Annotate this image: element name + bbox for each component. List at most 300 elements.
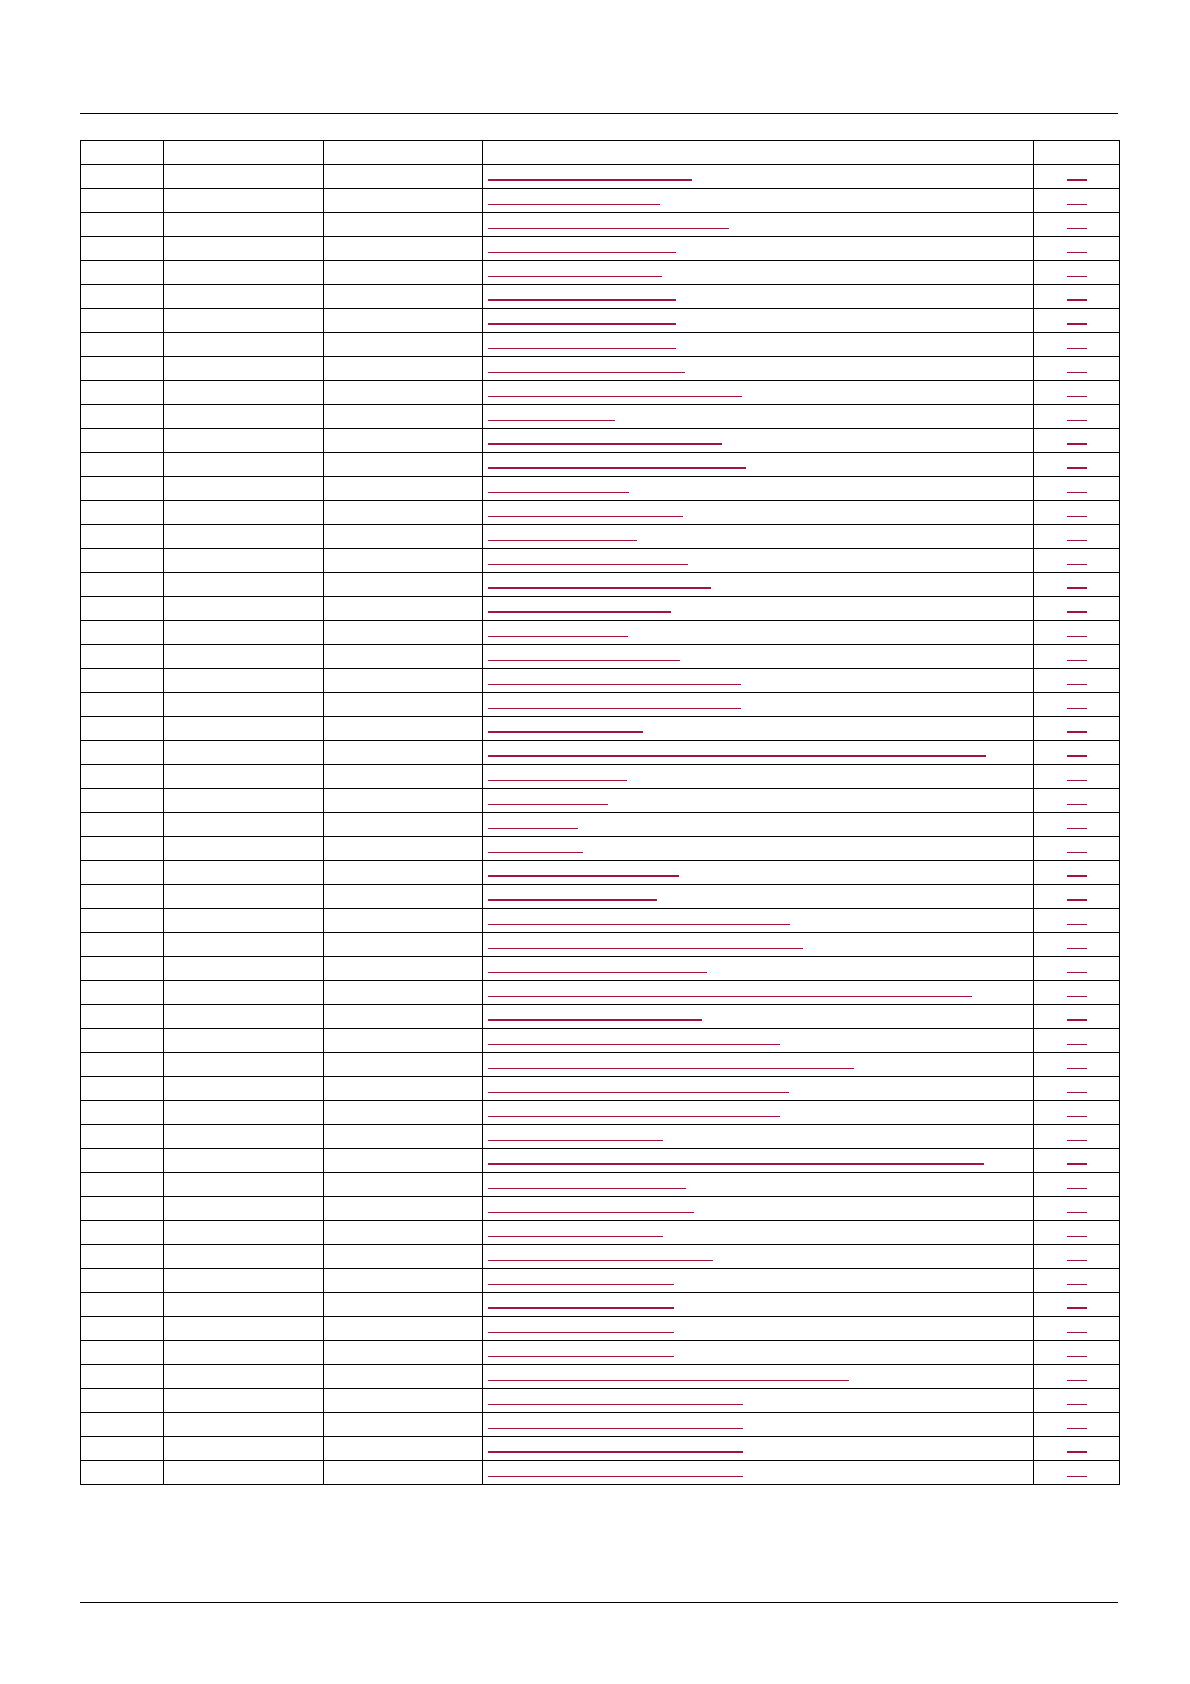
table-row xyxy=(81,621,1120,645)
entry-link[interactable] xyxy=(488,1428,743,1429)
table-cell xyxy=(81,381,164,405)
table-cell xyxy=(1034,1341,1120,1365)
page-link[interactable] xyxy=(1067,1356,1087,1357)
page-link[interactable] xyxy=(1067,1140,1087,1141)
page-link[interactable] xyxy=(1067,204,1087,205)
table-cell xyxy=(483,549,1034,573)
table-cell xyxy=(483,741,1034,765)
table-cell xyxy=(1034,861,1120,885)
entry-link[interactable] xyxy=(488,420,615,421)
table-cell xyxy=(324,309,483,333)
page-link[interactable] xyxy=(1067,1476,1087,1477)
table-cell xyxy=(164,1005,324,1029)
table-row xyxy=(81,741,1120,765)
page-link[interactable] xyxy=(1067,780,1087,781)
table-cell xyxy=(81,861,164,885)
table-cell xyxy=(483,1317,1034,1341)
table-cell xyxy=(324,1293,483,1317)
entry-link[interactable] xyxy=(488,804,608,805)
table-row xyxy=(81,597,1120,621)
table-cell xyxy=(483,309,1034,333)
table-cell xyxy=(81,453,164,477)
entry-link[interactable] xyxy=(488,1307,674,1309)
table-cell xyxy=(81,1029,164,1053)
entry-link[interactable] xyxy=(488,731,643,733)
page-link[interactable] xyxy=(1067,1019,1087,1021)
entry-link[interactable] xyxy=(488,1260,713,1261)
entry-link[interactable] xyxy=(488,852,583,853)
table-cell xyxy=(483,1029,1034,1053)
table-cell xyxy=(164,789,324,813)
page-link[interactable] xyxy=(1067,948,1087,949)
entry-link[interactable] xyxy=(488,611,671,613)
table-cell xyxy=(164,1245,324,1269)
entry-link[interactable] xyxy=(488,780,627,781)
table-cell xyxy=(1034,189,1120,213)
table-cell xyxy=(164,645,324,669)
entry-link[interactable] xyxy=(488,875,679,877)
table-cell xyxy=(1034,1365,1120,1389)
page-link[interactable] xyxy=(1067,611,1087,613)
table-row xyxy=(81,1293,1120,1317)
table-cell xyxy=(81,549,164,573)
page-link[interactable] xyxy=(1067,1380,1087,1381)
table-cell xyxy=(81,1317,164,1341)
table-cell xyxy=(81,1221,164,1245)
table-cell xyxy=(324,1437,483,1461)
table-cell xyxy=(324,957,483,981)
page-link[interactable] xyxy=(1067,1332,1087,1333)
table-row xyxy=(81,1005,1120,1029)
table-cell xyxy=(324,333,483,357)
table-cell xyxy=(81,1245,164,1269)
table-cell xyxy=(324,213,483,237)
page-link[interactable] xyxy=(1067,420,1087,421)
entry-link[interactable] xyxy=(488,443,722,445)
table-cell xyxy=(324,837,483,861)
table-cell xyxy=(81,669,164,693)
entry-link[interactable] xyxy=(488,1163,984,1165)
table-cell xyxy=(81,1125,164,1149)
page-link[interactable] xyxy=(1067,323,1087,325)
table-cell xyxy=(81,285,164,309)
page-link[interactable] xyxy=(1067,804,1087,805)
table-cell xyxy=(324,1197,483,1221)
table-cell xyxy=(1034,405,1120,429)
table-cell xyxy=(483,933,1034,957)
page-link[interactable] xyxy=(1067,228,1087,229)
page-link[interactable] xyxy=(1067,348,1087,349)
entry-link[interactable] xyxy=(488,684,741,685)
table-cell xyxy=(483,1173,1034,1197)
page-link[interactable] xyxy=(1067,1116,1087,1117)
page-link[interactable] xyxy=(1067,587,1087,589)
page-link[interactable] xyxy=(1067,564,1087,565)
page-link[interactable] xyxy=(1067,1451,1087,1453)
table-cell xyxy=(483,1461,1034,1485)
table-row xyxy=(81,981,1120,1005)
page-link[interactable] xyxy=(1067,636,1087,637)
table-cell xyxy=(483,261,1034,285)
page-link[interactable] xyxy=(1067,1236,1087,1237)
table-cell xyxy=(164,237,324,261)
table-cell xyxy=(1034,429,1120,453)
table-cell xyxy=(483,693,1034,717)
table-cell xyxy=(483,165,1034,189)
table-row xyxy=(81,717,1120,741)
table-cell xyxy=(483,1365,1034,1389)
entry-link[interactable] xyxy=(488,204,660,205)
table-cell xyxy=(324,1029,483,1053)
table-cell xyxy=(1034,765,1120,789)
entry-link[interactable] xyxy=(488,587,711,589)
table-cell xyxy=(1034,309,1120,333)
page-link[interactable] xyxy=(1067,684,1087,685)
table-cell xyxy=(324,813,483,837)
entry-link[interactable] xyxy=(488,660,680,661)
table-cell xyxy=(483,1053,1034,1077)
table-cell xyxy=(81,837,164,861)
page-link[interactable] xyxy=(1067,1092,1087,1093)
table-cell xyxy=(483,1293,1034,1317)
table-row xyxy=(81,189,1120,213)
table-cell xyxy=(483,957,1034,981)
page-link[interactable] xyxy=(1067,828,1087,829)
table-cell xyxy=(483,1125,1034,1149)
table-cell xyxy=(1034,237,1120,261)
table-row xyxy=(81,309,1120,333)
table-cell xyxy=(324,1317,483,1341)
page-link[interactable] xyxy=(1067,1212,1087,1213)
table-cell xyxy=(483,525,1034,549)
table-cell xyxy=(81,333,164,357)
table-cell xyxy=(164,933,324,957)
entry-link[interactable] xyxy=(488,540,637,541)
page-link[interactable] xyxy=(1067,1307,1087,1309)
entry-link[interactable] xyxy=(488,1188,686,1189)
page-link[interactable] xyxy=(1067,972,1087,973)
entry-link[interactable] xyxy=(488,1332,674,1333)
entry-link[interactable] xyxy=(488,708,741,709)
entry-link[interactable] xyxy=(488,1476,743,1477)
entry-link[interactable] xyxy=(488,972,707,973)
table-cell xyxy=(1034,1221,1120,1245)
entry-link[interactable] xyxy=(488,396,742,397)
table-row xyxy=(81,453,1120,477)
table-cell xyxy=(81,405,164,429)
table-cell xyxy=(324,405,483,429)
table-row xyxy=(81,1461,1120,1485)
table-cell xyxy=(483,861,1034,885)
table-cell xyxy=(164,909,324,933)
page-link[interactable] xyxy=(1067,443,1087,445)
table-row xyxy=(81,765,1120,789)
table-cell xyxy=(81,981,164,1005)
table-cell xyxy=(164,1461,324,1485)
page-link[interactable] xyxy=(1067,299,1087,301)
table-cell xyxy=(324,477,483,501)
table-cell xyxy=(1034,981,1120,1005)
table-cell xyxy=(81,645,164,669)
table-cell xyxy=(324,1221,483,1245)
table-cell xyxy=(81,909,164,933)
table-cell xyxy=(1034,1245,1120,1269)
page-link[interactable] xyxy=(1067,372,1087,373)
table-cell xyxy=(1034,453,1120,477)
table-cell xyxy=(324,1365,483,1389)
table-cell xyxy=(164,1365,324,1389)
entry-link[interactable] xyxy=(488,1380,849,1381)
page-link[interactable] xyxy=(1067,1428,1087,1429)
entry-link[interactable] xyxy=(488,276,662,277)
table-cell xyxy=(81,1197,164,1221)
table-cell xyxy=(483,1077,1034,1101)
table-row xyxy=(81,909,1120,933)
entry-link[interactable] xyxy=(488,564,688,565)
table-cell xyxy=(164,693,324,717)
table-row xyxy=(81,285,1120,309)
table-cell xyxy=(483,1221,1034,1245)
table-cell xyxy=(324,1389,483,1413)
page-link[interactable] xyxy=(1067,660,1087,661)
table-cell xyxy=(164,1077,324,1101)
table-cell xyxy=(324,381,483,405)
page-link[interactable] xyxy=(1067,276,1087,277)
entry-link[interactable] xyxy=(488,1356,674,1357)
table-row xyxy=(81,429,1120,453)
entry-link[interactable] xyxy=(488,1284,674,1285)
table-cell xyxy=(164,1413,324,1437)
table-row xyxy=(81,1245,1120,1269)
entry-link[interactable] xyxy=(488,1044,780,1045)
entry-link[interactable] xyxy=(488,1068,854,1069)
header-cell xyxy=(164,141,324,165)
table-cell xyxy=(324,885,483,909)
table-cell xyxy=(1034,837,1120,861)
table-cell xyxy=(483,381,1034,405)
table-cell xyxy=(1034,621,1120,645)
page-link[interactable] xyxy=(1067,1068,1087,1069)
entry-link[interactable] xyxy=(488,1140,663,1141)
page-link[interactable] xyxy=(1067,540,1087,541)
table-cell xyxy=(324,765,483,789)
table-cell xyxy=(81,477,164,501)
table-body xyxy=(81,141,1120,1485)
page-link[interactable] xyxy=(1067,1044,1087,1045)
entry-link[interactable] xyxy=(488,1212,694,1213)
table-cell xyxy=(164,1221,324,1245)
table-cell xyxy=(81,957,164,981)
table-cell xyxy=(1034,813,1120,837)
table-cell xyxy=(1034,1053,1120,1077)
table-cell xyxy=(483,789,1034,813)
table-cell xyxy=(324,669,483,693)
entry-link[interactable] xyxy=(488,948,803,949)
table-cell xyxy=(483,717,1034,741)
table-cell xyxy=(324,1413,483,1437)
data-table xyxy=(80,140,1120,1485)
table-cell xyxy=(324,861,483,885)
table-row xyxy=(81,477,1120,501)
page-link[interactable] xyxy=(1067,731,1087,733)
table-cell xyxy=(324,1341,483,1365)
entry-link[interactable] xyxy=(488,299,676,301)
entry-link[interactable] xyxy=(488,1451,743,1453)
table-cell xyxy=(324,1245,483,1269)
table-cell xyxy=(483,621,1034,645)
table-cell xyxy=(164,213,324,237)
table-row xyxy=(81,1389,1120,1413)
table-cell xyxy=(324,237,483,261)
table-cell xyxy=(164,957,324,981)
table-cell xyxy=(1034,213,1120,237)
table-cell xyxy=(483,909,1034,933)
table-row xyxy=(81,645,1120,669)
page-link[interactable] xyxy=(1067,492,1087,493)
table-cell xyxy=(164,429,324,453)
table-cell xyxy=(483,669,1034,693)
table-cell xyxy=(1034,501,1120,525)
table-cell xyxy=(81,1053,164,1077)
table-cell xyxy=(1034,669,1120,693)
entry-link[interactable] xyxy=(488,1116,780,1117)
table-cell xyxy=(164,885,324,909)
table-row xyxy=(81,789,1120,813)
table-cell xyxy=(81,165,164,189)
table-cell xyxy=(1034,1389,1120,1413)
table-cell xyxy=(164,1317,324,1341)
table-cell xyxy=(81,573,164,597)
page-link[interactable] xyxy=(1067,467,1087,469)
table-row xyxy=(81,501,1120,525)
entry-link[interactable] xyxy=(488,636,628,637)
table-row xyxy=(81,573,1120,597)
page-link[interactable] xyxy=(1067,852,1087,853)
table-row xyxy=(81,1365,1120,1389)
table-cell xyxy=(483,1413,1034,1437)
table-cell xyxy=(483,429,1034,453)
table-cell xyxy=(81,1149,164,1173)
entry-link[interactable] xyxy=(488,492,629,493)
table-cell xyxy=(483,813,1034,837)
page-link[interactable] xyxy=(1067,708,1087,709)
page-link[interactable] xyxy=(1067,755,1087,757)
table-row xyxy=(81,405,1120,429)
table-cell xyxy=(324,1125,483,1149)
table-cell xyxy=(324,933,483,957)
table-cell xyxy=(1034,933,1120,957)
page-link[interactable] xyxy=(1067,252,1087,253)
table-cell xyxy=(81,213,164,237)
table-cell xyxy=(81,1389,164,1413)
table-cell xyxy=(324,165,483,189)
table-cell xyxy=(164,1125,324,1149)
page-link[interactable] xyxy=(1067,1404,1087,1405)
entry-link[interactable] xyxy=(488,899,657,901)
table-cell xyxy=(1034,1317,1120,1341)
table-cell xyxy=(483,453,1034,477)
table-cell xyxy=(483,597,1034,621)
page-link[interactable] xyxy=(1067,1163,1087,1165)
table-cell xyxy=(164,1029,324,1053)
table-cell xyxy=(324,597,483,621)
table-header-row xyxy=(81,141,1120,165)
page-link[interactable] xyxy=(1067,396,1087,397)
page-link[interactable] xyxy=(1067,516,1087,517)
page-link[interactable] xyxy=(1067,899,1087,901)
table-cell xyxy=(1034,1173,1120,1197)
table-cell xyxy=(1034,1437,1120,1461)
table-cell xyxy=(483,405,1034,429)
table-cell xyxy=(324,1101,483,1125)
table-cell xyxy=(1034,285,1120,309)
table-row xyxy=(81,1029,1120,1053)
table-row xyxy=(81,1341,1120,1365)
table-cell xyxy=(164,813,324,837)
table-cell xyxy=(81,1005,164,1029)
table-cell xyxy=(164,1173,324,1197)
page-link[interactable] xyxy=(1067,1188,1087,1189)
table-cell xyxy=(483,333,1034,357)
table-cell xyxy=(1034,645,1120,669)
table-cell xyxy=(164,453,324,477)
entry-link[interactable] xyxy=(488,924,790,925)
table-cell xyxy=(1034,1197,1120,1221)
entry-link[interactable] xyxy=(488,516,683,517)
table-cell xyxy=(81,237,164,261)
table-cell xyxy=(81,309,164,333)
page-link[interactable] xyxy=(1067,1284,1087,1285)
entry-link[interactable] xyxy=(488,323,676,325)
page-link[interactable] xyxy=(1067,179,1087,181)
table-cell xyxy=(324,1173,483,1197)
table-cell xyxy=(1034,1005,1120,1029)
entry-link[interactable] xyxy=(488,228,729,229)
table-cell xyxy=(81,621,164,645)
table-cell xyxy=(1034,165,1120,189)
table-row xyxy=(81,165,1120,189)
table-cell xyxy=(81,189,164,213)
table-cell xyxy=(81,597,164,621)
entry-link[interactable] xyxy=(488,996,972,997)
table-cell xyxy=(1034,885,1120,909)
table-row xyxy=(81,1149,1120,1173)
table-cell xyxy=(483,357,1034,381)
entry-link[interactable] xyxy=(488,179,692,181)
page-link[interactable] xyxy=(1067,1260,1087,1261)
table-row xyxy=(81,1221,1120,1245)
entry-link[interactable] xyxy=(488,252,676,253)
table-cell xyxy=(164,381,324,405)
entry-link[interactable] xyxy=(488,348,676,349)
page-link[interactable] xyxy=(1067,996,1087,997)
entry-link[interactable] xyxy=(488,828,578,829)
entry-link[interactable] xyxy=(488,755,986,757)
entry-link[interactable] xyxy=(488,1092,789,1093)
entry-link[interactable] xyxy=(488,1236,663,1237)
table-cell xyxy=(324,453,483,477)
entry-link[interactable] xyxy=(488,467,746,469)
page-link[interactable] xyxy=(1067,924,1087,925)
table-cell xyxy=(164,1149,324,1173)
table-cell xyxy=(1034,1029,1120,1053)
entry-link[interactable] xyxy=(488,1404,743,1405)
table-cell xyxy=(483,213,1034,237)
entry-link[interactable] xyxy=(488,1019,702,1021)
entry-link[interactable] xyxy=(488,372,685,373)
page-link[interactable] xyxy=(1067,875,1087,877)
table-cell xyxy=(164,549,324,573)
